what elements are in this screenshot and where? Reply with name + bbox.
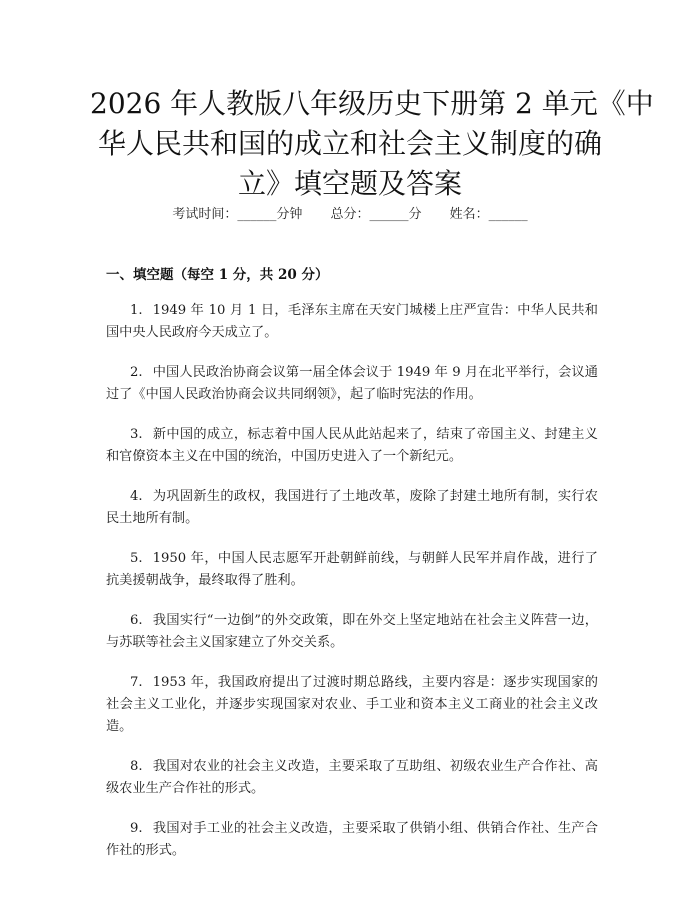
question-item — [106, 548, 598, 592]
question-number: 8. — [130, 759, 143, 774]
document-title — [90, 84, 654, 204]
question-item — [106, 672, 598, 738]
question-number: 9. — [130, 821, 143, 836]
question-number: 2. — [130, 365, 143, 380]
question-text: 我国对手工业的社会主义改造，主要采取了供销小组、供销合作社、生产合作社的形式。 — [106, 821, 598, 858]
question-item — [106, 818, 598, 862]
question-text: 新中国的成立，标志着中国人民从此站起来了，结束了帝国主义、封建主义和官僚资本主义在中国的统治，中国历史进入了一个新纪元。 — [106, 427, 598, 464]
total-score-field: 总分：______分 — [330, 207, 422, 222]
question-item — [106, 610, 598, 654]
question-number: 4. — [130, 489, 143, 504]
question-text: 1950 年，中国人民志愿军开赴朝鲜前线，与朝鲜人民军并肩作战，进行了抗美援朝战争，最终取得了胜利。 — [106, 551, 598, 588]
question-text: 我国实行“一边倒”的外交政策，即在外交上坚定地站在社会主义阵营一边，与苏联等社会主义国家建立了外交关系。 — [106, 613, 598, 650]
question-item — [106, 424, 598, 468]
question-item — [106, 300, 598, 344]
question-text: 我国对农业的社会主义改造，主要采取了互助组、初级农业生产合作社、高级农业生产合作社的形式。 — [106, 759, 598, 796]
student-name-field: 姓名：______ — [449, 207, 528, 222]
exam-info — [0, 205, 700, 225]
question-number: 7. — [130, 675, 143, 690]
question-text: 为巩固新生的政权，我国进行了土地改革，废除了封建土地所有制，实行农民土地所有制。 — [106, 489, 598, 526]
question-item — [106, 486, 598, 530]
question-number: 5. — [130, 551, 143, 566]
question-text: 1953 年，我国政府提出了过渡时期总路线，主要内容是：逐步实现国家的社会主义工业化，并逐步实现国家对农业、手工业和资本主义工商业的社会主义改造。 — [106, 675, 598, 734]
title-line-3: 立》填空题及答案 — [237, 167, 462, 200]
exam-time-field: 考试时间：______分钟 — [172, 207, 303, 222]
question-list — [106, 300, 598, 880]
question-number: 6. — [130, 613, 143, 628]
section-heading: 一、填空题（每空 1 分，共 20 分） — [106, 267, 329, 283]
title-line-1: 2026 年人教版八年级历史下册第 2 单元《中 — [90, 87, 654, 120]
question-item — [106, 756, 598, 800]
question-text: 1949 年 10 月 1 日，毛泽东主席在天安门城楼上庄严宣告：中华人民共和国中央人民政府今天成立了。 — [106, 303, 598, 340]
title-line-2: 华人民共和国的成立和社会主义制度的确 — [97, 127, 602, 160]
question-item — [106, 362, 598, 406]
question-text: 中国人民政治协商会议第一届全体会议于 1949 年 9 月在北平举行，会议通过了《中国人民政治协商会议共同纲领》，起了临时宪法的作用。 — [106, 365, 598, 402]
question-number: 3. — [130, 427, 143, 442]
question-number: 1. — [130, 303, 143, 318]
